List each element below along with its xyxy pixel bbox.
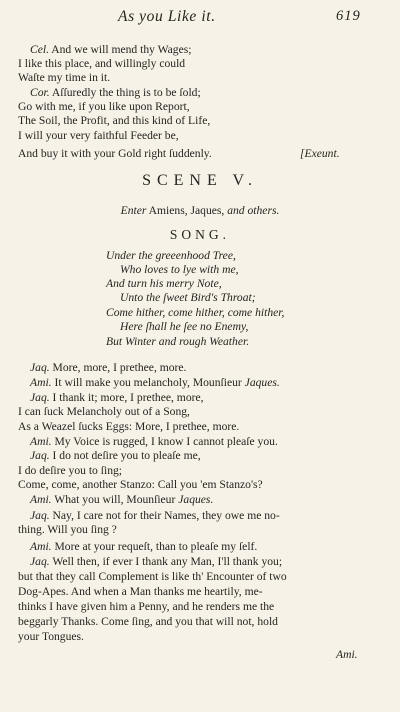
speaker-name: Ami. — [30, 435, 52, 448]
stage-names: Amiens, Jaques, — [146, 204, 228, 217]
page-number: 619 — [336, 8, 361, 24]
dialogue-line — [18, 100, 190, 113]
speech-text: Dog-Apes. And when a Man thanks me heartily, me- — [18, 585, 263, 598]
dialogue-line — [30, 391, 204, 404]
dialogue-line — [18, 405, 190, 418]
song-line: Here ſhall he ſee no Enemy, — [120, 320, 249, 333]
dialogue-line — [30, 509, 280, 522]
dialogue-line — [18, 570, 287, 583]
speech-text: As a Weazel ſucks Eggs: More, I prethee, more. — [18, 420, 240, 433]
speech-text: What you will, Mounſieur — [51, 493, 179, 506]
speaker-name: Jaq. — [30, 509, 50, 522]
speech-text: thinks I have given him a Penny, and he renders me the — [18, 600, 275, 613]
dialogue-line — [18, 420, 239, 433]
dialogue-line — [30, 86, 201, 99]
song-line: Unto the ſweet Bird's Throat; — [120, 291, 256, 304]
dialogue-line — [18, 585, 263, 598]
speaker-name: Jaq. — [30, 391, 50, 404]
song-line: Under the greeenhood Tree, — [106, 249, 236, 262]
running-title: As you Like it. — [118, 8, 216, 25]
speaker-name: Ami. — [30, 540, 52, 553]
dialogue-line — [18, 114, 210, 127]
dialogue-line — [30, 361, 186, 374]
dialogue-line — [18, 615, 278, 628]
speech-text: And we will mend thy Wages; — [49, 43, 192, 56]
scene-title: SCENE V. — [142, 172, 258, 189]
speech-text: My Voice is rugged, I know I cannot pleaſe you. — [51, 435, 278, 448]
dialogue-line — [30, 555, 282, 568]
speech-text: I like this place, and willingly could — [18, 57, 186, 70]
speech-text: Aſſuredly the thing is to be ſold; — [49, 86, 201, 99]
speech-text: I will your very faithful Feeder be, — [18, 129, 179, 142]
song-title: SONG. — [169, 227, 231, 242]
speech-text: More at your requeſt, than to pleaſe my ſelf. — [51, 540, 258, 553]
speech-text: your Tongues. — [18, 630, 84, 643]
stage-enter: Enter — [120, 204, 147, 217]
speaker-name: Ami. — [30, 376, 52, 389]
dialogue-line — [30, 435, 278, 448]
song-line: Who loves to lye with me, — [120, 263, 239, 276]
dialogue-line — [18, 630, 84, 643]
dialogue-line — [30, 43, 191, 56]
dialogue-line — [30, 449, 201, 462]
speaker-name: Jaq. — [30, 555, 50, 568]
speech-text: And buy it with your Gold right ſuddenly. — [18, 147, 212, 160]
speech-text: Nay, I care not for their Names, they owe me no- — [49, 509, 280, 522]
page-header — [0, 6, 400, 30]
dialogue-line — [18, 523, 117, 536]
catchword: Ami. — [336, 648, 358, 661]
dialogue-line — [18, 129, 179, 142]
speech-text: More, more, I prethee, more. — [49, 361, 187, 374]
song-line: Come hither, come hither, come hither, — [106, 306, 285, 319]
dialogue-line — [18, 71, 110, 84]
song-line: But Winter and rough Weather. — [106, 335, 250, 348]
speech-text: beggarly Thanks. Come ſing, and you that will not, hold — [18, 615, 278, 628]
speech-text: It will make you melancholy, Mounſieur — [51, 376, 245, 389]
dialogue-line — [30, 376, 280, 389]
speech-text: I do not deſire you to pleaſe me, — [49, 449, 201, 462]
speech-text: The Soil, the Profit, and this kind of Life, — [18, 114, 211, 127]
speaker-name: Jaq. — [30, 361, 50, 374]
dialogue-line — [18, 464, 122, 477]
stage-rest: and others. — [227, 204, 280, 217]
speech-text: but that they call Complement is like th' Encounter of two — [18, 570, 287, 583]
speech-italic: Jaques. — [178, 493, 214, 506]
speaker-name: Ami. — [30, 493, 52, 506]
dialogue-line — [18, 478, 263, 491]
dialogue-line — [18, 600, 274, 613]
dialogue-line — [30, 540, 257, 553]
speech-text: I can ſuck Melancholy out of a Song, — [18, 405, 190, 418]
dialogue-line — [18, 147, 212, 160]
stage-direction — [0, 204, 400, 217]
exeunt-direction: [Exeunt. — [300, 147, 340, 160]
speech-text: I thank it; more, I prethee, more, — [49, 391, 204, 404]
speech-text: Come, come, another Stanzo: Call you 'em Stanzo's? — [18, 478, 263, 491]
dialogue-line — [18, 57, 185, 70]
speaker-name: Cel. — [30, 43, 49, 56]
speech-text: Waſte my time in it. — [18, 71, 111, 84]
speaker-name: Cor. — [30, 86, 50, 99]
speech-italic: Jaques. — [244, 376, 280, 389]
song-line: And turn his merry Note, — [106, 277, 222, 290]
speech-text: thing. Will you ſing ? — [18, 523, 117, 536]
speaker-name: Jaq. — [30, 449, 50, 462]
speech-text: I do deſire you to ſing; — [18, 464, 123, 477]
speech-text: Well then, if ever I thank any Man, I'll thank you; — [49, 555, 283, 568]
speech-text: Go with me, if you like upon Report, — [18, 100, 190, 113]
dialogue-line — [30, 493, 213, 506]
